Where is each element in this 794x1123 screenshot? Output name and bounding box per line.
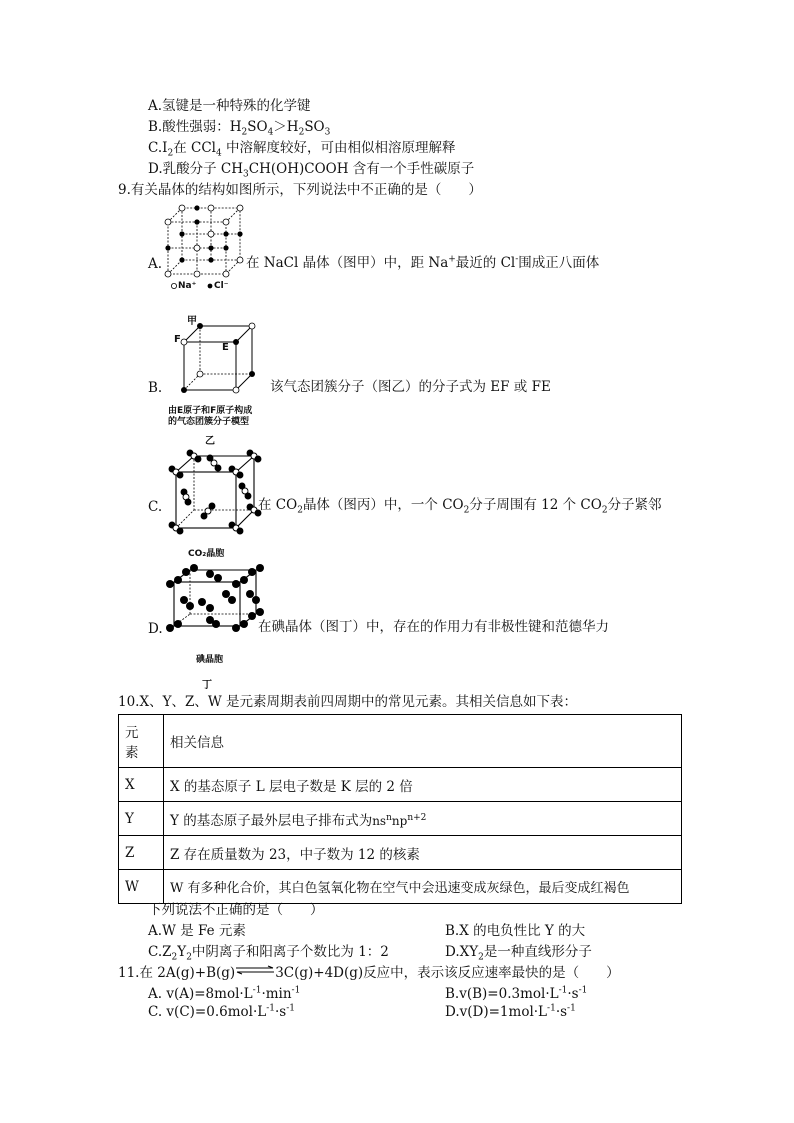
q10-option-b: B.X 的电负性比 Y 的大 bbox=[445, 923, 586, 939]
q9a-post: 围成正八面体 bbox=[518, 255, 600, 271]
atom-e-label: E bbox=[222, 342, 229, 353]
q9c-post: 分子紧邻 bbox=[607, 497, 662, 513]
q8-option-d: D.乳酸分子 $CH_3CH(OH)COOH$ 含有一个手性碳原子 bbox=[148, 161, 475, 180]
table-header-row bbox=[119, 715, 682, 768]
q11-option-c: C. $v(C)=0.6mol\cdot L^{-1}\cdot s^{-1}$ bbox=[148, 1003, 296, 1020]
q11-option-a: A. $v(A)=8mol\cdot L^{-1}\cdot\min^{-1}$ bbox=[148, 985, 301, 1002]
q9-option-d-text: 在碘晶体（图丁）中，存在的作用力有非极性键和范德华力 bbox=[258, 619, 609, 635]
table-row bbox=[119, 836, 682, 870]
row-value: W 有多种化合价，其白色氢氧化物在空气中会迅速变成灰绿色，最后变成红褐色 bbox=[164, 870, 682, 904]
q8-option-b: B.酸性强弱：$H_2SO_4>H_2SO_3$ bbox=[148, 119, 331, 138]
q9-option-b-text: 该气态团簇分子（图乙）的分子式为 EF 或 FE bbox=[270, 379, 551, 395]
q8c-mid: 在 CCl bbox=[173, 140, 216, 156]
q8b-m1: SO bbox=[247, 119, 268, 135]
q8c-pre: C.I bbox=[148, 140, 168, 156]
q8d-mid: CH(OH)COOH 含有一个手性碳原子 bbox=[248, 161, 475, 177]
q10-option-a: A.W 是 Fe 元素 bbox=[148, 923, 246, 939]
q9c-pre: 在 CO bbox=[258, 497, 298, 513]
nacl-caption-na: Na⁺ bbox=[178, 281, 197, 291]
q8b-m2: ＞H bbox=[273, 119, 299, 135]
row-key: X bbox=[119, 768, 164, 802]
q9-option-a-text: 在 NaCl 晶体（图甲）中，距 Na+最近的 Cl-围成正八面体 bbox=[246, 254, 600, 271]
table-row bbox=[119, 870, 682, 904]
q8-option-a: A.氢键是一种特殊的化学键 bbox=[148, 98, 311, 114]
q9-option-a-label: A. bbox=[148, 256, 163, 272]
q8-option-c: $C.I_2$在 CCl$_4$ 中溶解度较好，可由相似相溶原理解释 bbox=[148, 140, 456, 159]
iodine-cell-figure bbox=[166, 566, 264, 630]
fig-ding-label: 丁 bbox=[202, 680, 212, 691]
header-element-cell: 元 素 bbox=[119, 715, 164, 768]
q9a-mid: 最近的 Cl bbox=[455, 255, 516, 271]
equilibrium-arrow-icon bbox=[235, 960, 275, 980]
q10-option-c: $C.Z_2Y_2$中阴离子和阳离子个数比为 1：2 bbox=[148, 944, 389, 963]
q9-stem: 9.有关晶体的结构如图所示，下列说法中不正确的是（ ） bbox=[118, 182, 482, 198]
fig-yi-label: 乙 bbox=[205, 436, 215, 447]
q9-option-b-label: B. bbox=[148, 380, 163, 396]
q9c-m1: 晶体（图丙）中，一个 CO bbox=[302, 497, 464, 513]
q10-stem: 10.X、Y、Z、W 是元素周期表前四周期中的常见元素。其相关信息如下表： bbox=[118, 694, 578, 710]
row-value: Z 存在质量数为 23，中子数为 12 的核素 bbox=[164, 836, 682, 870]
cluster-caption-1: 由E原子和F原子构成 bbox=[168, 406, 253, 416]
q8b-pre: B.酸性强弱：H bbox=[148, 119, 242, 135]
row-value: Y 的基态原子最外层电子排布式为$ns^nnp^{n+2}$ bbox=[164, 802, 682, 836]
table-row bbox=[119, 768, 682, 802]
nacl-cell-figure bbox=[160, 200, 250, 300]
q8c-post: 中溶解度较好，可由相似相溶原理解释 bbox=[221, 140, 456, 156]
header-info-cell: 相关信息 bbox=[164, 715, 682, 768]
cluster-caption-2: 的气态团簇分子模型 bbox=[168, 417, 250, 427]
q11-stem: 11.在 2A(g)+B(g) 3C(g)+4D(g)反应中，表示该反应速率最快的是（ ） bbox=[118, 963, 620, 983]
iodine-caption: 碘晶胞 bbox=[196, 655, 224, 665]
q9c-m2: 分子周围有 12 个 CO bbox=[469, 497, 602, 513]
row-key: W bbox=[119, 870, 164, 904]
row-value: X 的基态原子 L 层电子数是 K 层的 2 倍 bbox=[164, 768, 682, 802]
co2-cell-figure bbox=[168, 450, 264, 534]
nacl-caption-cl: Cl⁻ bbox=[214, 281, 229, 291]
co2-caption: CO₂晶胞 bbox=[188, 549, 225, 559]
q10-option-d: $D.XY_2$是一种直线形分子 bbox=[445, 944, 592, 963]
table-row bbox=[119, 802, 682, 836]
cluster-molecule-figure bbox=[178, 322, 260, 394]
q11-option-b: $B.v(B)=0.3mol\cdot L^{-1}\cdot s^{-1}$ bbox=[445, 985, 588, 1002]
element-info-table bbox=[118, 714, 682, 904]
q9-option-d-label: D. bbox=[148, 621, 163, 637]
row-key: Y bbox=[119, 802, 164, 836]
q11-option-d: $D.v(D)=1mol\cdot L^{-1}\cdot s^{-1}$ bbox=[445, 1003, 576, 1020]
fig-jia-label: 甲 bbox=[187, 316, 197, 327]
q10-ask: 下列说法不正确的是（ ） bbox=[148, 902, 324, 918]
q8d-pre: D.乳酸分子 CH bbox=[148, 161, 244, 177]
q9a-pre: 在 NaCl 晶体（图甲）中，距 Na bbox=[246, 255, 449, 271]
q9-option-c-text: 在 $CO_2$晶体（图丙）中，一个 $CO_2$分子周围有 12 个 $CO_2$分子紧邻 bbox=[258, 497, 662, 516]
q9-option-c-label: C. bbox=[148, 499, 163, 515]
q8b-m3: SO bbox=[304, 119, 325, 135]
atom-f-label: F bbox=[174, 334, 181, 345]
row-key: Z bbox=[119, 836, 164, 870]
